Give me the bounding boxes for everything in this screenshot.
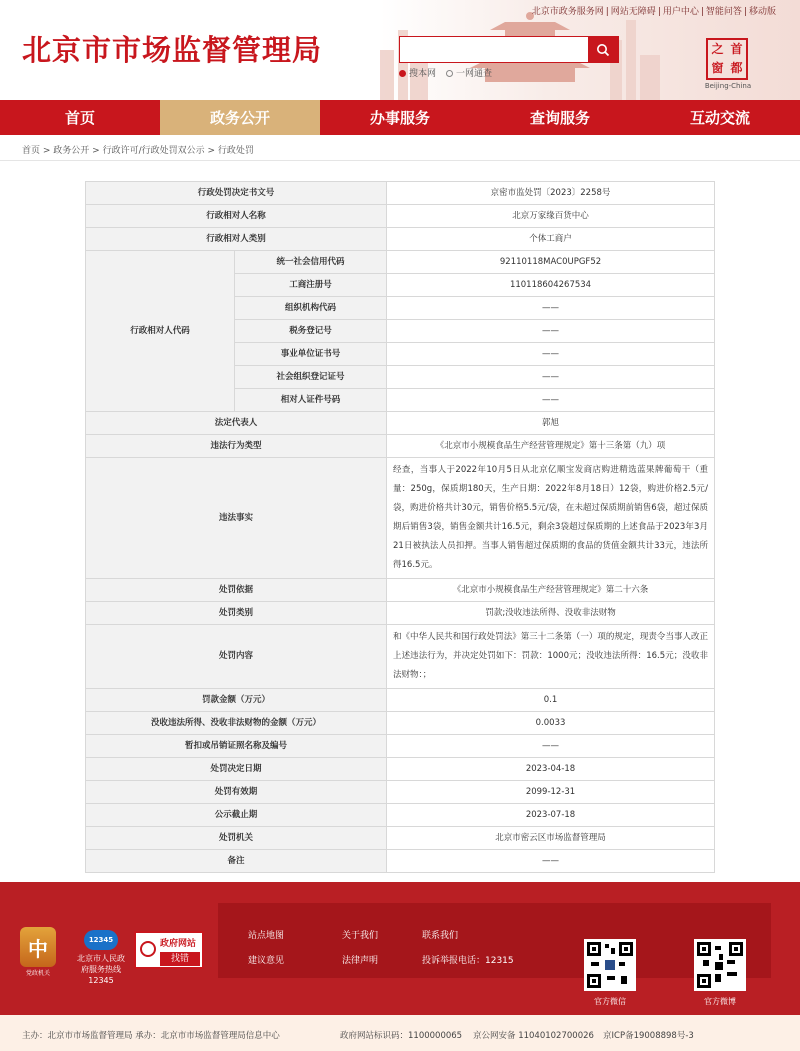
table-row xyxy=(86,781,715,804)
logo-caption: Beijing-China xyxy=(704,82,752,90)
icp-record-link[interactable]: 京ICP备19008898号-3 xyxy=(603,1031,694,1041)
code-value: 92110118MAC0UPGF52 xyxy=(387,251,715,274)
doc-no-value: 京密市监处罚〔2023〕2258号 xyxy=(387,182,715,205)
radio-icon xyxy=(446,70,453,77)
table-row xyxy=(86,758,715,781)
decision-date-label: 处罚决定日期 xyxy=(86,758,387,781)
hotline-logo-icon: 12345 xyxy=(84,930,118,950)
magnifier-icon xyxy=(140,941,156,957)
table-row xyxy=(86,602,715,625)
gov-badge-title: 政府网站 xyxy=(160,939,197,949)
breadcrumb-penalty[interactable]: 行政处罚 xyxy=(217,146,254,156)
wechat-qr-code[interactable] xyxy=(584,939,636,991)
party-gov-badge[interactable] xyxy=(20,927,56,977)
footer-links xyxy=(248,928,542,966)
table-row xyxy=(86,804,715,827)
weibo-caption: 官方微博 xyxy=(704,997,736,1006)
hotline-text: 北京市人民政府服务热线12345 xyxy=(77,954,125,985)
code-value: —— xyxy=(387,297,715,320)
valid-until-value: 2099-12-31 xyxy=(387,781,715,804)
confiscation-value: 0.0033 xyxy=(387,712,715,735)
decision-date-value: 2023-04-18 xyxy=(387,758,715,781)
code-value: —— xyxy=(387,320,715,343)
table-row xyxy=(86,712,715,735)
top-link-gov-service[interactable]: 北京市政务服务网 xyxy=(531,7,604,17)
violation-type-label: 违法行为类型 xyxy=(86,435,387,458)
legal-rep-value: 郭旭 xyxy=(387,412,715,435)
site-title[interactable]: 北京市市场监督管理局 xyxy=(22,33,323,67)
code-label: 相对人证件号码 xyxy=(235,389,387,412)
main-nav xyxy=(0,100,800,135)
radio-icon xyxy=(399,70,406,77)
facts-label: 违法事实 xyxy=(86,458,387,579)
search-scope-site[interactable]: 搜本网 xyxy=(399,66,436,79)
footer-bottom-bar xyxy=(0,1015,800,1051)
legal-rep-label: 法定代表人 xyxy=(86,412,387,435)
party-type-value: 个体工商户 xyxy=(387,228,715,251)
search-icon xyxy=(596,43,610,57)
penalty-content-value: 和《中华人民共和国行政处罚法》第三十二条第（一）项的规定，现责令当事人改正上述违法行为，并决定处罚如下：罚款：1000元；没收违法所得：16.5元；没收非法财物：； xyxy=(387,625,715,689)
valid-until-label: 处罚有效期 xyxy=(86,781,387,804)
penalty-content-label: 处罚内容 xyxy=(86,625,387,689)
code-label: 社会组织登记证号 xyxy=(235,366,387,389)
license-value: —— xyxy=(387,735,715,758)
code-value: 110118604267534 xyxy=(387,274,715,297)
penalty-type-label: 处罚类别 xyxy=(86,602,387,625)
host-info: 主办：北京市市场监督管理局 承办：北京市市场监督管理局信息中心 xyxy=(22,1031,280,1041)
gov-badge-action: 找错 xyxy=(160,952,200,966)
qr-code-icon xyxy=(697,942,743,988)
code-value: —— xyxy=(387,343,715,366)
authority-value: 北京市密云区市场监督管理局 xyxy=(387,827,715,850)
doc-no-label: 行政处罚决定书文号 xyxy=(86,182,387,205)
capital-window-logo[interactable]: 之 首 窗 都 xyxy=(706,38,748,80)
nav-services[interactable]: 办事服务 xyxy=(369,109,430,127)
breadcrumb-home[interactable]: 首页 xyxy=(22,146,41,156)
party-emblem-icon: 中 xyxy=(20,927,56,967)
facts-value: 经查，当事人于2022年10月5日从北京亿顺宝发商店购进精选蓝果牌葡萄干（重量：250g，保质期180天，生产日期：2022年8月18日）12袋，购进价格2.5元/袋，购进价格共计30元，销售价格5.5元/袋，在未超过保质期前销售6袋，超过保质期后销售3袋，销售金额共计16.5元，剩余3袋超过保质期的上述食品于2023年3月21日被执法人员扣押。当事人销售超过保质期的食品的货值金额共计33元，违法所得16.5元。 xyxy=(387,458,715,579)
complaint-hotline: 投诉举报电话：12315 xyxy=(422,956,514,966)
search-box xyxy=(399,36,619,63)
authority-label: 处罚机关 xyxy=(86,827,387,850)
nav-interaction[interactable]: 互动交流 xyxy=(689,109,750,127)
party-code-label: 行政相对人代码 xyxy=(86,251,235,412)
police-record-link[interactable]: 京公网安备 11040102700026 xyxy=(473,1031,594,1041)
footer-link-sitemap[interactable]: 站点地图 xyxy=(248,931,285,941)
code-label: 工商注册号 xyxy=(235,274,387,297)
public-until-label: 公示截止期 xyxy=(86,804,387,827)
search-scope xyxy=(399,66,492,79)
code-label: 组织机构代码 xyxy=(235,297,387,320)
table-row xyxy=(86,458,715,579)
fine-value: 0.1 xyxy=(387,689,715,712)
remarks-label: 备注 xyxy=(86,850,387,873)
divider xyxy=(0,160,800,161)
table-row xyxy=(86,850,715,873)
search-button[interactable] xyxy=(588,37,618,62)
table-row xyxy=(86,182,715,205)
site-header xyxy=(0,0,800,100)
table-row xyxy=(86,735,715,758)
footer-link-contact[interactable]: 联系我们 xyxy=(422,931,459,941)
nav-home[interactable]: 首页 xyxy=(64,109,95,127)
hotline-12345[interactable] xyxy=(74,930,128,986)
party-type-label: 行政相对人类别 xyxy=(86,228,387,251)
license-label: 暂扣或吊销证照名称及编号 xyxy=(86,735,387,758)
top-link-smart-qa[interactable]: 智能问答 xyxy=(705,7,742,17)
table-row xyxy=(86,579,715,602)
table-row xyxy=(86,251,715,274)
code-value: —— xyxy=(387,366,715,389)
code-label: 事业单位证书号 xyxy=(235,343,387,366)
basis-label: 处罚依据 xyxy=(86,579,387,602)
table-row xyxy=(86,827,715,850)
site-code: 政府网站标识码：1100000065 xyxy=(340,1031,463,1041)
breadcrumb: 首页 > 政务公开 > 行政许可/行政处罚双公示 > 行政处罚 xyxy=(22,146,254,156)
table-row xyxy=(86,625,715,689)
violation-type-value: 《北京市小规模食品生产经营管理规定》第十三条第（九）项 xyxy=(387,435,715,458)
remarks-value: —— xyxy=(387,850,715,873)
qr-code-icon xyxy=(587,942,633,988)
penalty-detail-table xyxy=(85,181,715,873)
penalty-type-value: 罚款;没收违法所得、没收非法财物 xyxy=(387,602,715,625)
party-name-label: 行政相对人名称 xyxy=(86,205,387,228)
wechat-caption: 官方微信 xyxy=(594,997,626,1006)
top-link-user-center[interactable]: 用户中心 xyxy=(662,7,699,17)
table-row xyxy=(86,435,715,458)
nav-gov-affairs[interactable]: 政务公开 xyxy=(160,100,320,135)
footer-link-legal[interactable]: 法律声明 xyxy=(342,956,379,966)
table-row xyxy=(86,228,715,251)
footer-link-feedback[interactable]: 建议意见 xyxy=(248,956,285,966)
table-row xyxy=(86,689,715,712)
public-until-value: 2023-07-18 xyxy=(387,804,715,827)
weibo-qr-code[interactable] xyxy=(694,939,746,991)
code-value: —— xyxy=(387,389,715,412)
fine-label: 罚款金额（万元） xyxy=(86,689,387,712)
top-links: 北京市政务服务网 | 网站无障碍 | 用户中心 | 智能问答 | 移动版 xyxy=(531,7,776,17)
top-link-mobile[interactable]: 移动版 xyxy=(748,7,776,17)
basis-value: 《北京市小规模食品生产经营管理规定》第二十六条 xyxy=(387,579,715,602)
party-name-value: 北京万家缘百货中心 xyxy=(387,205,715,228)
search-scope-all[interactable]: 一网通查 xyxy=(446,66,492,79)
code-label: 统一社会信用代码 xyxy=(235,251,387,274)
footer-link-about[interactable]: 关于我们 xyxy=(342,931,379,941)
table-row xyxy=(86,412,715,435)
confiscation-label: 没收违法所得、没收非法财物的金额（万元） xyxy=(86,712,387,735)
breadcrumb-public-disclosure[interactable]: 行政许可/行政处罚双公示 xyxy=(102,146,205,156)
table-row xyxy=(86,205,715,228)
nav-query[interactable]: 查询服务 xyxy=(529,109,590,127)
breadcrumb-gov-affairs[interactable]: 政务公开 xyxy=(53,146,90,156)
search-input[interactable] xyxy=(400,37,588,62)
top-link-accessibility[interactable]: 网站无障碍 xyxy=(610,7,656,17)
footer-panel xyxy=(218,903,771,1006)
badge-caption: 党政机关 xyxy=(25,970,50,977)
gov-site-error-report[interactable] xyxy=(134,931,204,969)
code-label: 税务登记号 xyxy=(235,320,387,343)
site-footer xyxy=(0,882,800,1015)
